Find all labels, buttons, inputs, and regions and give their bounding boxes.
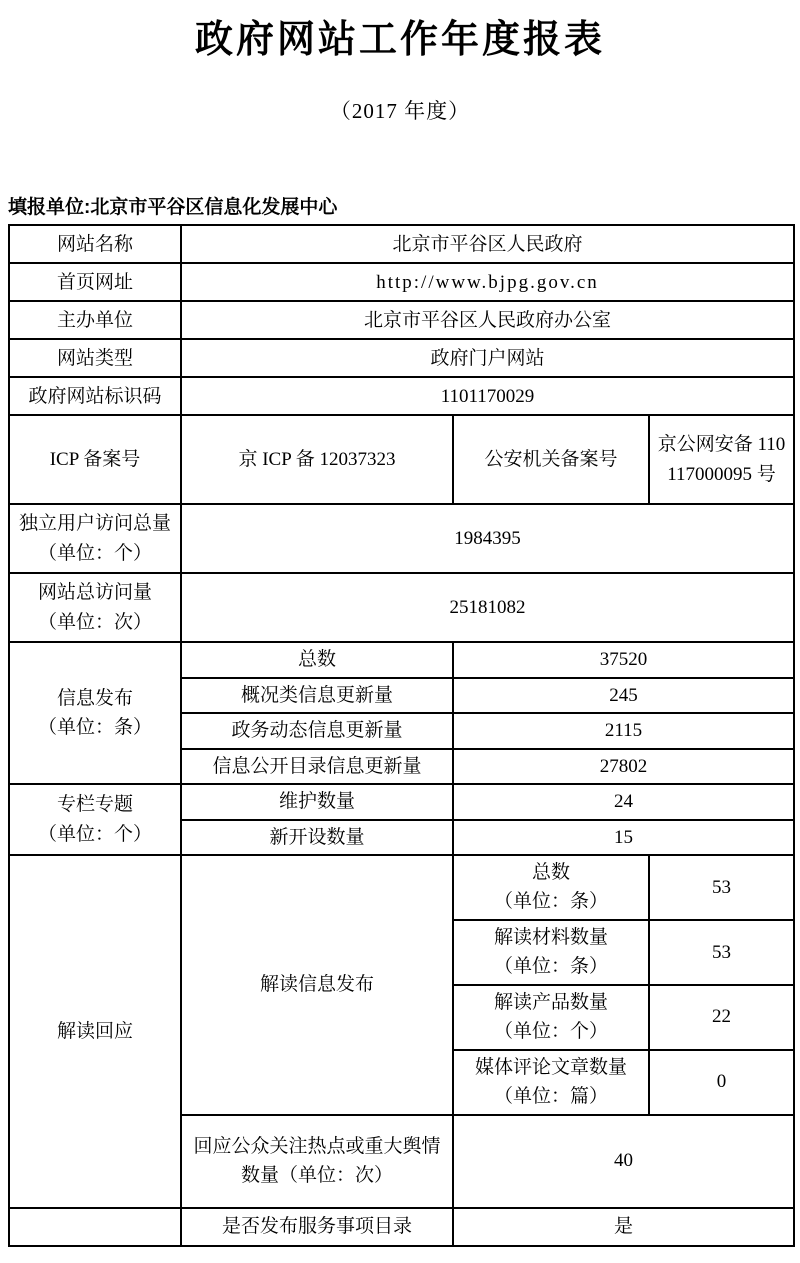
- media-comments-value: 0: [649, 1050, 794, 1115]
- service-catalog-value: 是: [453, 1208, 794, 1246]
- police-filing-value: 京公网安备 110117000095 号: [649, 415, 794, 504]
- unique-visitors-label: [9, 504, 181, 573]
- columns-maintained-value: 24: [453, 784, 794, 819]
- table-row-home-url: [9, 263, 794, 301]
- table-row-service-catalog: [9, 1208, 794, 1246]
- info-publish-group-label: [9, 642, 181, 784]
- filing-unit-name: 北京市平谷区信息化发展中心: [90, 197, 338, 219]
- columns-maintained-label: 维护数量: [181, 784, 453, 819]
- table-row-site-type: [9, 339, 794, 377]
- media-comments-label-text: 媒体评论文章数量: [474, 1056, 627, 1078]
- interpret-total-unit: （单位：条）: [493, 891, 608, 913]
- hotspot-response-label: 回应公众关注热点或重大舆情数量（单位：次）: [181, 1115, 453, 1208]
- unique-visitors-value: 1984395: [181, 504, 794, 573]
- info-gov-news-value: 2115: [453, 713, 794, 748]
- table-row-info-total: [9, 642, 794, 677]
- total-visits-label-text: 网站总访问量: [37, 582, 152, 604]
- unique-visitors-unit: （单位：个）: [37, 542, 152, 564]
- site-id-code-value: 1101170029: [181, 377, 794, 415]
- interpret-materials-label-text: 解读材料数量: [493, 926, 608, 948]
- service-catalog-label: 是否发布服务事项目录: [181, 1208, 453, 1246]
- media-comments-label: [453, 1050, 649, 1115]
- filing-unit-line: [8, 192, 800, 219]
- special-columns-label-text: 专栏专题: [56, 794, 133, 816]
- interpret-materials-value: 53: [649, 920, 794, 985]
- interpret-materials-unit: （单位：条）: [493, 956, 608, 978]
- info-total-value: 37520: [453, 642, 794, 677]
- special-columns-group-label: [9, 784, 181, 855]
- columns-new-value: 15: [453, 820, 794, 855]
- table-row-unique-visitors: [9, 504, 794, 573]
- page-subtitle: （2017 年度）: [329, 99, 471, 124]
- info-publish-label-text: 信息发布: [56, 687, 133, 709]
- police-filing-label: 公安机关备案号: [453, 415, 649, 504]
- interpret-products-label-text: 解读产品数量: [493, 991, 608, 1013]
- host-unit-value: 北京市平谷区人民政府办公室: [181, 301, 794, 339]
- hotspot-response-value: 40: [453, 1115, 794, 1208]
- icp-label: ICP 备案号: [9, 415, 181, 504]
- table-row-interpret-total: [9, 855, 794, 920]
- interpret-response-group-label: 解读回应: [9, 855, 181, 1208]
- info-total-label: 总数: [181, 642, 453, 677]
- interpret-total-value: 53: [649, 855, 794, 920]
- table-row-total-visits: [9, 573, 794, 642]
- site-id-code-label: 政府网站标识码: [9, 377, 181, 415]
- total-visits-label: [9, 573, 181, 642]
- table-row-columns-maintained: [9, 784, 794, 819]
- annual-report-table: [8, 224, 795, 1246]
- host-unit-label: 主办单位: [9, 301, 181, 339]
- unique-visitors-label-text: 独立用户访问总量: [18, 513, 171, 535]
- site-type-value: 政府门户网站: [181, 339, 794, 377]
- info-overview-value: 245: [453, 678, 794, 713]
- site-name-label: 网站名称: [9, 225, 181, 263]
- interpret-publish-label: 解读信息发布: [181, 855, 453, 1115]
- site-name-value: 北京市平谷区人民政府: [181, 225, 794, 263]
- total-visits-value: 25181082: [181, 573, 794, 642]
- home-url-value: http://www.bjpg.gov.cn: [181, 263, 794, 301]
- info-overview-label: 概况类信息更新量: [181, 678, 453, 713]
- table-row-host-unit: [9, 301, 794, 339]
- info-gov-news-label: 政务动态信息更新量: [181, 713, 453, 748]
- interpret-total-label: [453, 855, 649, 920]
- filing-unit-label: 填报单位:: [8, 197, 91, 219]
- special-columns-unit: （单位：个）: [37, 823, 152, 845]
- info-open-catalog-value: 27802: [453, 749, 794, 784]
- page-title: 政府网站工作年度报表: [194, 19, 605, 61]
- service-catalog-empty-cell: [9, 1208, 181, 1246]
- interpret-products-label: [453, 985, 649, 1050]
- media-comments-unit: （单位：篇）: [493, 1086, 608, 1108]
- table-row-icp: [9, 415, 794, 504]
- interpret-total-label-text: 总数: [531, 862, 570, 884]
- table-row-site-id-code: [9, 377, 794, 415]
- site-type-label: 网站类型: [9, 339, 181, 377]
- interpret-products-value: 22: [649, 985, 794, 1050]
- table-row-site-name: [9, 225, 794, 263]
- interpret-products-unit: （单位：个）: [493, 1021, 608, 1043]
- info-open-catalog-label: 信息公开目录信息更新量: [181, 749, 453, 784]
- icp-value: 京 ICP 备 12037323: [181, 415, 453, 504]
- info-publish-unit: （单位：条）: [37, 717, 152, 739]
- columns-new-label: 新开设数量: [181, 820, 453, 855]
- total-visits-unit: （单位：次）: [37, 611, 152, 633]
- interpret-materials-label: [453, 920, 649, 985]
- home-url-label: 首页网址: [9, 263, 181, 301]
